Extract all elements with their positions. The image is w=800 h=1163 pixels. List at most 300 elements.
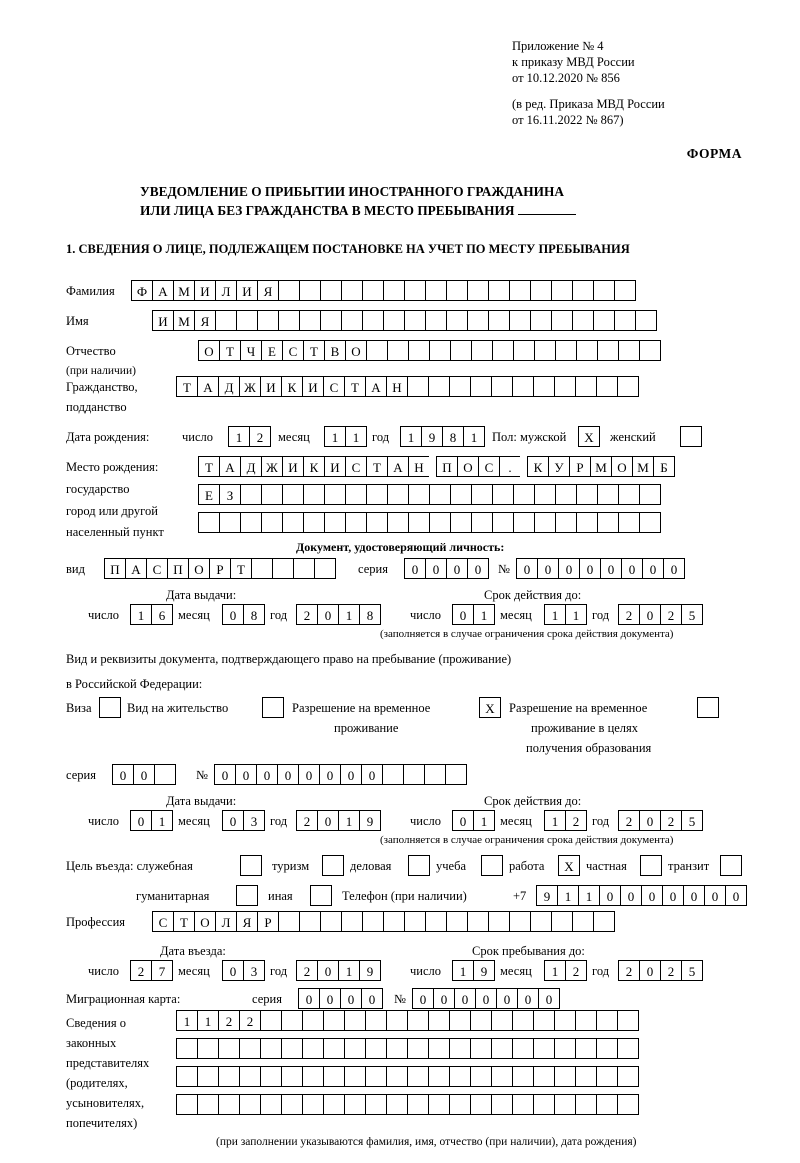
char-cell[interactable] bbox=[533, 1038, 555, 1059]
char-cell[interactable] bbox=[617, 376, 639, 397]
char-cell[interactable]: 1 bbox=[544, 810, 566, 831]
char-cell[interactable] bbox=[341, 280, 363, 301]
char-cell[interactable] bbox=[365, 1010, 387, 1031]
char-cell[interactable]: Е bbox=[261, 340, 283, 361]
char-cell[interactable]: 1 bbox=[338, 604, 360, 625]
char-cell[interactable] bbox=[324, 484, 346, 505]
char-cell[interactable] bbox=[404, 310, 426, 331]
purpose-work-checkbox[interactable] bbox=[558, 855, 579, 876]
entry-month-input[interactable] bbox=[222, 960, 264, 981]
char-cell[interactable] bbox=[303, 484, 325, 505]
char-cell[interactable] bbox=[345, 512, 367, 533]
doc-number-input[interactable] bbox=[516, 558, 684, 579]
char-cell[interactable]: Р bbox=[569, 456, 591, 477]
char-cell[interactable] bbox=[299, 310, 321, 331]
char-cell[interactable]: 2 bbox=[130, 960, 152, 981]
doc-valid-year-input[interactable] bbox=[618, 604, 702, 625]
char-cell[interactable]: Л bbox=[215, 911, 237, 932]
char-cell[interactable]: 0 bbox=[517, 988, 539, 1009]
char-cell[interactable]: 0 bbox=[600, 558, 622, 579]
char-cell[interactable] bbox=[320, 280, 342, 301]
char-cell[interactable]: 1 bbox=[197, 1010, 219, 1031]
char-cell[interactable]: 0 bbox=[639, 960, 661, 981]
char-cell[interactable]: 0 bbox=[642, 558, 664, 579]
char-cell[interactable] bbox=[551, 310, 573, 331]
char-cell[interactable]: Т bbox=[366, 456, 388, 477]
char-cell[interactable] bbox=[176, 1038, 198, 1059]
char-cell[interactable] bbox=[386, 1038, 408, 1059]
char-cell[interactable] bbox=[424, 764, 446, 785]
char-cell[interactable]: Н bbox=[386, 376, 408, 397]
char-cell[interactable] bbox=[450, 484, 472, 505]
char-cell[interactable] bbox=[512, 1094, 534, 1115]
char-cell[interactable] bbox=[282, 512, 304, 533]
char-cell[interactable] bbox=[257, 310, 279, 331]
char-cell[interactable]: 6 bbox=[151, 604, 173, 625]
char-cell[interactable]: П bbox=[104, 558, 126, 579]
char-cell[interactable] bbox=[365, 1038, 387, 1059]
char-cell[interactable] bbox=[513, 340, 535, 361]
char-cell[interactable]: Ч bbox=[240, 340, 262, 361]
char-cell[interactable] bbox=[470, 1094, 492, 1115]
char-cell[interactable]: 0 bbox=[537, 558, 559, 579]
char-cell[interactable] bbox=[310, 885, 332, 906]
char-cell[interactable]: С bbox=[478, 456, 500, 477]
char-cell[interactable]: 2 bbox=[618, 604, 640, 625]
char-cell[interactable] bbox=[471, 512, 493, 533]
char-cell[interactable] bbox=[554, 1066, 576, 1087]
char-cell[interactable]: И bbox=[152, 310, 174, 331]
char-cell[interactable] bbox=[680, 426, 702, 447]
char-cell[interactable] bbox=[596, 1066, 618, 1087]
char-cell[interactable] bbox=[408, 484, 430, 505]
char-cell[interactable]: С bbox=[152, 911, 174, 932]
char-cell[interactable] bbox=[614, 280, 636, 301]
char-cell[interactable]: 0 bbox=[662, 885, 684, 906]
char-cell[interactable] bbox=[322, 855, 344, 876]
char-cell[interactable] bbox=[513, 512, 535, 533]
char-cell[interactable]: Е bbox=[198, 484, 220, 505]
char-cell[interactable] bbox=[596, 376, 618, 397]
char-cell[interactable] bbox=[215, 310, 237, 331]
char-cell[interactable] bbox=[572, 310, 594, 331]
char-cell[interactable]: Д bbox=[218, 376, 240, 397]
purpose-humanitarian-checkbox[interactable] bbox=[236, 885, 257, 906]
legal-rep-line-2-input[interactable] bbox=[176, 1038, 638, 1059]
char-cell[interactable]: Т bbox=[219, 340, 241, 361]
char-cell[interactable]: 9 bbox=[421, 426, 443, 447]
char-cell[interactable]: С bbox=[282, 340, 304, 361]
char-cell[interactable] bbox=[341, 310, 363, 331]
char-cell[interactable] bbox=[449, 1038, 471, 1059]
char-cell[interactable]: С bbox=[345, 456, 367, 477]
char-cell[interactable] bbox=[597, 512, 619, 533]
char-cell[interactable]: 5 bbox=[681, 604, 703, 625]
char-cell[interactable] bbox=[446, 280, 468, 301]
char-cell[interactable]: Ж bbox=[239, 376, 261, 397]
legal-rep-line-4-input[interactable] bbox=[176, 1094, 638, 1115]
char-cell[interactable]: 0 bbox=[222, 960, 244, 981]
char-cell[interactable]: 0 bbox=[298, 764, 320, 785]
char-cell[interactable]: О bbox=[198, 340, 220, 361]
permit-valid-year-input[interactable] bbox=[618, 810, 702, 831]
sex-male-checkbox[interactable] bbox=[578, 426, 599, 447]
char-cell[interactable] bbox=[383, 310, 405, 331]
permit-issue-month-input[interactable] bbox=[222, 810, 264, 831]
char-cell[interactable]: 5 bbox=[681, 810, 703, 831]
char-cell[interactable] bbox=[260, 1010, 282, 1031]
char-cell[interactable]: 0 bbox=[725, 885, 747, 906]
char-cell[interactable] bbox=[593, 280, 615, 301]
char-cell[interactable] bbox=[382, 764, 404, 785]
char-cell[interactable]: И bbox=[324, 456, 346, 477]
char-cell[interactable]: 0 bbox=[404, 558, 426, 579]
char-cell[interactable]: 2 bbox=[218, 1010, 240, 1031]
char-cell[interactable] bbox=[344, 1094, 366, 1115]
char-cell[interactable] bbox=[470, 1010, 492, 1031]
char-cell[interactable]: О bbox=[188, 558, 210, 579]
char-cell[interactable]: Я bbox=[194, 310, 216, 331]
char-cell[interactable] bbox=[512, 1066, 534, 1087]
char-cell[interactable]: 0 bbox=[620, 885, 642, 906]
char-cell[interactable] bbox=[551, 911, 573, 932]
permit-issue-day-input[interactable] bbox=[130, 810, 172, 831]
char-cell[interactable]: 0 bbox=[704, 885, 726, 906]
char-cell[interactable]: Р bbox=[209, 558, 231, 579]
char-cell[interactable] bbox=[470, 1038, 492, 1059]
char-cell[interactable] bbox=[239, 1066, 261, 1087]
char-cell[interactable] bbox=[534, 512, 556, 533]
birthplace-line-3-input[interactable] bbox=[198, 512, 660, 533]
char-cell[interactable] bbox=[445, 764, 467, 785]
char-cell[interactable]: М bbox=[173, 310, 195, 331]
patronymic-input[interactable] bbox=[198, 340, 660, 361]
char-cell[interactable] bbox=[262, 697, 284, 718]
char-cell[interactable]: 0 bbox=[425, 558, 447, 579]
char-cell[interactable] bbox=[428, 1094, 450, 1115]
char-cell[interactable]: 2 bbox=[296, 960, 318, 981]
char-cell[interactable] bbox=[470, 376, 492, 397]
char-cell[interactable]: А bbox=[197, 376, 219, 397]
char-cell[interactable]: П bbox=[436, 456, 458, 477]
char-cell[interactable]: 0 bbox=[683, 885, 705, 906]
stay-day-input[interactable] bbox=[452, 960, 494, 981]
char-cell[interactable]: 9 bbox=[536, 885, 558, 906]
char-cell[interactable] bbox=[428, 1010, 450, 1031]
citizenship-input[interactable] bbox=[176, 376, 638, 397]
char-cell[interactable] bbox=[386, 1010, 408, 1031]
doc-valid-month-input[interactable] bbox=[544, 604, 586, 625]
char-cell[interactable]: 1 bbox=[452, 960, 474, 981]
char-cell[interactable] bbox=[509, 280, 531, 301]
stay-month-input[interactable] bbox=[544, 960, 586, 981]
char-cell[interactable]: 0 bbox=[454, 988, 476, 1009]
char-cell[interactable] bbox=[278, 280, 300, 301]
char-cell[interactable] bbox=[449, 376, 471, 397]
char-cell[interactable] bbox=[576, 512, 598, 533]
char-cell[interactable]: 0 bbox=[663, 558, 685, 579]
char-cell[interactable]: 5 bbox=[681, 960, 703, 981]
char-cell[interactable]: 0 bbox=[452, 810, 474, 831]
char-cell[interactable]: 9 bbox=[473, 960, 495, 981]
char-cell[interactable] bbox=[492, 340, 514, 361]
char-cell[interactable]: 1 bbox=[400, 426, 422, 447]
char-cell[interactable] bbox=[323, 1094, 345, 1115]
phone-input[interactable] bbox=[536, 885, 746, 906]
birth-day-input[interactable] bbox=[228, 426, 270, 447]
char-cell[interactable] bbox=[324, 512, 346, 533]
char-cell[interactable] bbox=[491, 1038, 513, 1059]
char-cell[interactable] bbox=[450, 340, 472, 361]
char-cell[interactable] bbox=[492, 484, 514, 505]
char-cell[interactable] bbox=[404, 280, 426, 301]
char-cell[interactable] bbox=[471, 340, 493, 361]
char-cell[interactable] bbox=[408, 340, 430, 361]
char-cell[interactable] bbox=[365, 1066, 387, 1087]
char-cell[interactable] bbox=[533, 1010, 555, 1031]
char-cell[interactable] bbox=[408, 855, 430, 876]
char-cell[interactable] bbox=[240, 855, 262, 876]
char-cell[interactable]: 8 bbox=[243, 604, 265, 625]
permit-issue-year-input[interactable] bbox=[296, 810, 380, 831]
char-cell[interactable] bbox=[236, 885, 258, 906]
char-cell[interactable] bbox=[239, 1038, 261, 1059]
char-cell[interactable] bbox=[555, 484, 577, 505]
char-cell[interactable]: А bbox=[387, 456, 409, 477]
char-cell[interactable] bbox=[341, 911, 363, 932]
char-cell[interactable] bbox=[534, 484, 556, 505]
char-cell[interactable]: Т bbox=[344, 376, 366, 397]
legal-rep-line-3-input[interactable] bbox=[176, 1066, 638, 1087]
birth-month-input[interactable] bbox=[324, 426, 366, 447]
char-cell[interactable]: 0 bbox=[319, 988, 341, 1009]
char-cell[interactable] bbox=[575, 1094, 597, 1115]
char-cell[interactable]: Ж bbox=[261, 456, 283, 477]
char-cell[interactable] bbox=[407, 1066, 429, 1087]
char-cell[interactable] bbox=[720, 855, 742, 876]
char-cell[interactable] bbox=[198, 512, 220, 533]
char-cell[interactable]: 2 bbox=[565, 960, 587, 981]
char-cell[interactable]: 1 bbox=[338, 810, 360, 831]
char-cell[interactable]: 0 bbox=[222, 810, 244, 831]
migration-series-input[interactable] bbox=[298, 988, 382, 1009]
char-cell[interactable] bbox=[551, 280, 573, 301]
char-cell[interactable] bbox=[278, 310, 300, 331]
char-cell[interactable] bbox=[320, 310, 342, 331]
char-cell[interactable] bbox=[534, 340, 556, 361]
char-cell[interactable] bbox=[575, 1038, 597, 1059]
char-cell[interactable] bbox=[218, 1038, 240, 1059]
char-cell[interactable]: Т bbox=[173, 911, 195, 932]
char-cell[interactable] bbox=[251, 558, 273, 579]
char-cell[interactable] bbox=[470, 1066, 492, 1087]
residence-permit-checkbox[interactable] bbox=[262, 697, 283, 718]
char-cell[interactable] bbox=[446, 911, 468, 932]
char-cell[interactable]: 0 bbox=[317, 810, 339, 831]
char-cell[interactable] bbox=[407, 1010, 429, 1031]
char-cell[interactable]: А bbox=[152, 280, 174, 301]
char-cell[interactable]: Л bbox=[215, 280, 237, 301]
entry-year-input[interactable] bbox=[296, 960, 380, 981]
char-cell[interactable] bbox=[488, 280, 510, 301]
char-cell[interactable]: К bbox=[303, 456, 325, 477]
char-cell[interactable] bbox=[239, 1094, 261, 1115]
char-cell[interactable] bbox=[344, 1038, 366, 1059]
char-cell[interactable] bbox=[299, 911, 321, 932]
char-cell[interactable] bbox=[408, 512, 430, 533]
char-cell[interactable]: 0 bbox=[317, 960, 339, 981]
char-cell[interactable] bbox=[533, 1094, 555, 1115]
char-cell[interactable] bbox=[429, 484, 451, 505]
char-cell[interactable] bbox=[323, 1066, 345, 1087]
char-cell[interactable]: 2 bbox=[239, 1010, 261, 1031]
char-cell[interactable] bbox=[429, 512, 451, 533]
char-cell[interactable]: 8 bbox=[442, 426, 464, 447]
char-cell[interactable]: Т bbox=[303, 340, 325, 361]
char-cell[interactable]: 1 bbox=[176, 1010, 198, 1031]
char-cell[interactable]: Д bbox=[240, 456, 262, 477]
char-cell[interactable] bbox=[467, 310, 489, 331]
char-cell[interactable] bbox=[362, 310, 384, 331]
char-cell[interactable]: 2 bbox=[296, 604, 318, 625]
char-cell[interactable]: 3 bbox=[243, 810, 265, 831]
char-cell[interactable] bbox=[240, 484, 262, 505]
char-cell[interactable]: С bbox=[323, 376, 345, 397]
char-cell[interactable]: 0 bbox=[298, 988, 320, 1009]
char-cell[interactable] bbox=[509, 310, 531, 331]
char-cell[interactable]: 0 bbox=[467, 558, 489, 579]
char-cell[interactable]: 1 bbox=[228, 426, 250, 447]
char-cell[interactable]: 1 bbox=[324, 426, 346, 447]
char-cell[interactable] bbox=[407, 376, 429, 397]
char-cell[interactable] bbox=[554, 376, 576, 397]
char-cell[interactable] bbox=[617, 1066, 639, 1087]
permit-valid-day-input[interactable] bbox=[452, 810, 494, 831]
char-cell[interactable] bbox=[299, 280, 321, 301]
permit-number-input[interactable] bbox=[214, 764, 466, 785]
char-cell[interactable]: М bbox=[590, 456, 612, 477]
entry-day-input[interactable] bbox=[130, 960, 172, 981]
char-cell[interactable] bbox=[449, 1066, 471, 1087]
char-cell[interactable] bbox=[491, 1010, 513, 1031]
char-cell[interactable] bbox=[362, 911, 384, 932]
char-cell[interactable] bbox=[572, 911, 594, 932]
char-cell[interactable]: 0 bbox=[317, 604, 339, 625]
visa-checkbox[interactable] bbox=[99, 697, 120, 718]
doc-kind-input[interactable] bbox=[104, 558, 335, 579]
char-cell[interactable] bbox=[176, 1094, 198, 1115]
char-cell[interactable]: 1 bbox=[557, 885, 579, 906]
char-cell[interactable] bbox=[513, 484, 535, 505]
char-cell[interactable] bbox=[576, 484, 598, 505]
char-cell[interactable]: 0 bbox=[446, 558, 468, 579]
char-cell[interactable] bbox=[425, 310, 447, 331]
purpose-transit-checkbox[interactable] bbox=[720, 855, 741, 876]
char-cell[interactable]: 2 bbox=[660, 810, 682, 831]
char-cell[interactable] bbox=[345, 484, 367, 505]
char-cell[interactable]: 0 bbox=[256, 764, 278, 785]
char-cell[interactable]: Б bbox=[653, 456, 675, 477]
char-cell[interactable] bbox=[639, 512, 661, 533]
char-cell[interactable] bbox=[597, 340, 619, 361]
char-cell[interactable] bbox=[366, 340, 388, 361]
char-cell[interactable]: 1 bbox=[338, 960, 360, 981]
char-cell[interactable] bbox=[282, 484, 304, 505]
char-cell[interactable]: 2 bbox=[565, 810, 587, 831]
char-cell[interactable] bbox=[428, 376, 450, 397]
char-cell[interactable] bbox=[575, 1010, 597, 1031]
char-cell[interactable]: 0 bbox=[496, 988, 518, 1009]
char-cell[interactable] bbox=[614, 310, 636, 331]
char-cell[interactable] bbox=[512, 1010, 534, 1031]
char-cell[interactable] bbox=[176, 1066, 198, 1087]
doc-issue-month-input[interactable] bbox=[222, 604, 264, 625]
birthplace-line-1-input[interactable] bbox=[198, 456, 674, 477]
char-cell[interactable]: 0 bbox=[222, 604, 244, 625]
char-cell[interactable] bbox=[302, 1010, 324, 1031]
char-cell[interactable] bbox=[260, 1038, 282, 1059]
char-cell[interactable]: Т bbox=[198, 456, 220, 477]
char-cell[interactable] bbox=[260, 1066, 282, 1087]
char-cell[interactable]: Х bbox=[578, 426, 600, 447]
birth-year-input[interactable] bbox=[400, 426, 484, 447]
char-cell[interactable] bbox=[446, 310, 468, 331]
char-cell[interactable] bbox=[618, 512, 640, 533]
char-cell[interactable] bbox=[281, 1010, 303, 1031]
char-cell[interactable]: М bbox=[173, 280, 195, 301]
char-cell[interactable]: 0 bbox=[319, 764, 341, 785]
char-cell[interactable]: 0 bbox=[558, 558, 580, 579]
char-cell[interactable] bbox=[449, 1094, 471, 1115]
char-cell[interactable] bbox=[197, 1094, 219, 1115]
char-cell[interactable]: 8 bbox=[359, 604, 381, 625]
char-cell[interactable] bbox=[467, 280, 489, 301]
char-cell[interactable]: 1 bbox=[473, 810, 495, 831]
char-cell[interactable]: О bbox=[457, 456, 479, 477]
char-cell[interactable]: 0 bbox=[133, 764, 155, 785]
char-cell[interactable] bbox=[593, 911, 615, 932]
char-cell[interactable] bbox=[303, 512, 325, 533]
char-cell[interactable]: . bbox=[499, 456, 521, 477]
char-cell[interactable] bbox=[617, 1010, 639, 1031]
char-cell[interactable]: 0 bbox=[130, 810, 152, 831]
char-cell[interactable]: 1 bbox=[130, 604, 152, 625]
char-cell[interactable] bbox=[366, 484, 388, 505]
sex-female-checkbox[interactable] bbox=[680, 426, 701, 447]
char-cell[interactable] bbox=[533, 1066, 555, 1087]
char-cell[interactable]: Р bbox=[257, 911, 279, 932]
purpose-other-checkbox[interactable] bbox=[310, 885, 331, 906]
char-cell[interactable]: 9 bbox=[359, 810, 381, 831]
char-cell[interactable] bbox=[617, 1038, 639, 1059]
char-cell[interactable]: 0 bbox=[361, 764, 383, 785]
char-cell[interactable] bbox=[533, 376, 555, 397]
char-cell[interactable] bbox=[218, 1094, 240, 1115]
surname-input[interactable] bbox=[131, 280, 635, 301]
char-cell[interactable] bbox=[344, 1066, 366, 1087]
char-cell[interactable] bbox=[488, 911, 510, 932]
char-cell[interactable]: 2 bbox=[618, 960, 640, 981]
char-cell[interactable] bbox=[362, 280, 384, 301]
birthplace-line-2-input[interactable] bbox=[198, 484, 660, 505]
char-cell[interactable] bbox=[323, 1038, 345, 1059]
char-cell[interactable]: 2 bbox=[249, 426, 271, 447]
char-cell[interactable]: 0 bbox=[112, 764, 134, 785]
char-cell[interactable] bbox=[492, 512, 514, 533]
char-cell[interactable]: К bbox=[527, 456, 549, 477]
char-cell[interactable]: 0 bbox=[340, 764, 362, 785]
char-cell[interactable]: У bbox=[548, 456, 570, 477]
